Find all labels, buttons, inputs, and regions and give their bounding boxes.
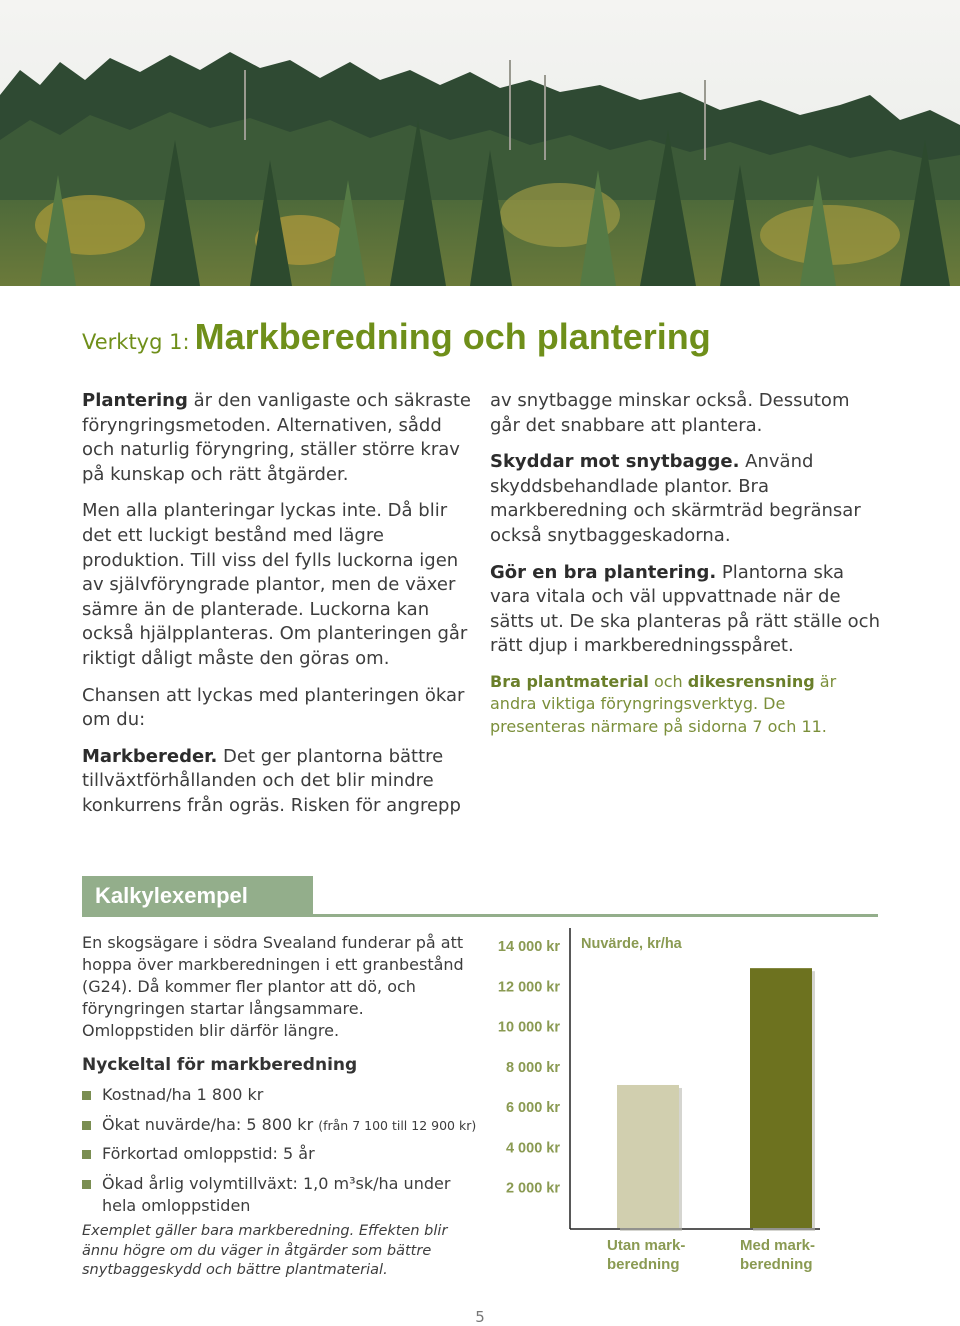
- list-item-text: Förkortad omloppstid: 5 år: [102, 1144, 315, 1163]
- bullet-square-icon: [82, 1180, 91, 1189]
- paragraph-plantering: [82, 389, 477, 487]
- y-tick-label: 2 000 kr: [505, 1180, 560, 1197]
- bold-lead: Skyddar mot snytbagge.: [490, 451, 740, 473]
- x-category-label: beredning: [607, 1256, 680, 1273]
- page-number: 5: [475, 1308, 485, 1326]
- y-tick-label: 14 000 kr: [497, 939, 560, 955]
- list-item: [82, 1143, 482, 1166]
- list-item: [82, 1114, 482, 1137]
- kalkyl-footnote: Exemplet gäller bara markberedning. Effekten blir ännu högre om du väger in åtgärder som bättre snytbaggeskydd och bättre plantmaterial.: [82, 1223, 448, 1278]
- kalkyl-intro: En skogsägare i södra Svealand funderar på att hoppa över markberedningen i ett granbestånd (G24). Då kommer fler plantor att dö, och föryngringen startar långsammare. Omloppstiden blir därför längre.: [82, 933, 464, 1040]
- section-title-kalkylexempel: Kalkylexempel: [82, 876, 313, 916]
- bar: [617, 1085, 679, 1228]
- paragraph-text: är andra viktiga föryngringsverktyg. De presenteras närmare på sidorna 7 och 11.: [490, 671, 837, 736]
- bar-chart-svg: [486, 928, 886, 1278]
- bullet-square-icon: [82, 1091, 91, 1100]
- x-category-label: beredning: [740, 1256, 813, 1273]
- bold-lead: Markbereder.: [82, 745, 218, 767]
- list-item: [82, 1173, 482, 1218]
- x-category-label: Utan mark-: [607, 1237, 686, 1254]
- text-column-right: [490, 389, 885, 750]
- y-tick-label: 6 000 kr: [505, 1100, 560, 1117]
- bold-term: Bra plantmaterial: [490, 671, 649, 691]
- paragraph-plantering-bra: [490, 561, 885, 659]
- paragraph-snytbagge-cont: av snytbagge minskar också. Dessutom går det snabbare att plantera.: [490, 390, 850, 436]
- list-item-small: (från 7 100 till 12 900 kr): [318, 1117, 477, 1133]
- paragraph-other-tools: [490, 671, 885, 739]
- y-tick-label: 12 000 kr: [497, 979, 560, 996]
- bar: [750, 968, 812, 1228]
- paragraph-skyddar: [490, 450, 885, 548]
- list-item-text: Ökat nuvärde/ha: 5 800 kr: [102, 1114, 319, 1134]
- paragraph-text: Plantorna ska vara vitala och väl uppvattnade när de sätts ut. De ska planteras på rätt ställe och rätt djup i markberedningsspåret.: [490, 561, 880, 657]
- forest-photo: [0, 0, 960, 286]
- paragraph-chansen: Chansen att lyckas med planteringen ökar om du:: [82, 684, 465, 731]
- list-item-text: Ökad årlig volymtillväxt: 1,0 m³sk/ha under hela omloppstiden: [102, 1173, 451, 1215]
- y-tick-label: 10 000 kr: [497, 1019, 560, 1036]
- bold-lead: Gör en bra plantering.: [490, 561, 717, 583]
- paragraph-text: och: [648, 671, 688, 691]
- section-divider: [82, 914, 878, 917]
- heading-title: Markberedning och plantering: [194, 316, 711, 357]
- page-heading: [82, 316, 711, 358]
- bullet-square-icon: [82, 1150, 91, 1159]
- nyckeltal-title: Nyckeltal för markberedning: [82, 1055, 358, 1075]
- paragraph-luckor: Men alla planteringar lyckas inte. Då blir det ett luckigt bestånd med lägre produktion. Till viss del fylls luckorna igen av självföryngrade plantor, men de växer sämre än de planterade. Luckorna kan också hjälpplanteras. Om planteringen går riktigt dåligt måste den göras om.: [82, 500, 468, 669]
- paragraph-text: är den vanligaste och säkraste föryngringsmetoden. Alternativen, sådd och naturlig föryngring, ställer större krav på kunskap och rätt åtgärder.: [82, 390, 471, 485]
- paragraph-text: Det ger plantorna bättre tillväxtförhållanden och det blir mindre konkurrens från ogräs. Risken för angrepp: [82, 745, 461, 816]
- bullet-square-icon: [82, 1121, 91, 1130]
- nyckeltal-list: [82, 1084, 482, 1224]
- heading-prefix: Verktyg 1:: [82, 330, 190, 354]
- y-tick-label: 4 000 kr: [505, 1140, 560, 1157]
- paragraph-markbereder: [82, 745, 477, 819]
- list-item-text: Kostnad/ha 1 800 kr: [102, 1085, 264, 1104]
- bar-chart: [486, 928, 886, 1282]
- y-tick-label: 8 000 kr: [505, 1059, 560, 1076]
- chart-title: Nuvärde, kr/ha: [581, 936, 682, 952]
- text-column-left: [82, 389, 477, 831]
- list-item: [82, 1084, 482, 1107]
- bold-lead: Plantering: [82, 390, 188, 411]
- paragraph-text: Använd skyddsbehandlade plantor. Bra markberedning och skärmträd begränsar också snytbaggeskadorna.: [490, 451, 861, 546]
- bold-term: dikesrensning: [687, 671, 815, 691]
- x-category-label: Med mark-: [740, 1237, 816, 1254]
